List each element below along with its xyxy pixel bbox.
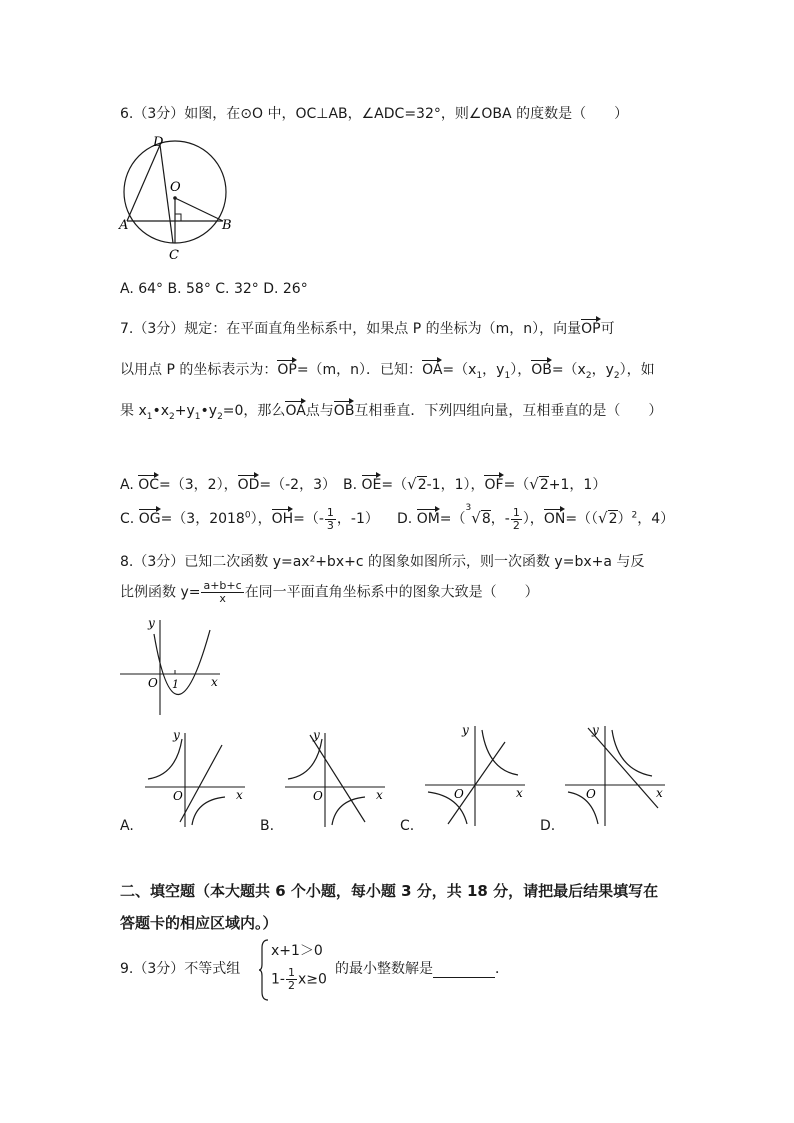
q7-text: 以用点 P 的坐标表示为： — [120, 362, 278, 378]
radical-sign: √ — [529, 475, 539, 493]
label-d: D — [153, 135, 164, 150]
axis-label-x: x — [376, 788, 383, 802]
q7-text: =0，那么 — [222, 403, 286, 419]
linear-function-line — [310, 735, 365, 822]
vector-om: OM — [417, 506, 440, 527]
fraction-numerator: 1 — [512, 505, 520, 519]
option-text: =（-2，3） — [259, 477, 336, 493]
subscript: 2 — [217, 411, 223, 422]
question-8-line1: 8.（3分）已知二次函数 y=ax²+bx+c 的图象如图所示，则一次函数 y=bx+a 与反 — [120, 554, 645, 570]
option-a-graph — [140, 727, 255, 829]
vector-of: OF — [484, 472, 503, 493]
superscript: 0 — [244, 510, 251, 521]
option-label: C. — [120, 511, 135, 527]
axis-label-x: x — [516, 786, 523, 800]
axis-label-y: y — [173, 728, 180, 742]
q9-text: ． — [495, 961, 509, 977]
cbrt-value: 8 — [481, 511, 491, 527]
origin-label: O — [173, 789, 183, 803]
ineq-text: 1- — [271, 971, 285, 988]
question-6-text: 6.（3分）如图，在⊙O 中，OC⊥AB，∠ADC=32°，则∠OBA 的度数是（ ） — [120, 106, 629, 122]
option-text: =（3，2018 — [160, 511, 245, 527]
hyperbola-branch — [332, 797, 365, 825]
option-text: +1，1） — [548, 477, 607, 493]
vector-oh: OH — [272, 506, 294, 527]
option-text: =（- — [293, 511, 324, 527]
radical-sign: √ — [471, 509, 481, 527]
fraction-denominator: 2 — [287, 979, 295, 992]
q7-text: ，y — [482, 362, 505, 378]
superscript: 2 — [631, 510, 638, 521]
parabola-graph — [115, 612, 230, 717]
center-point — [173, 196, 177, 200]
q7-text: •x — [152, 403, 170, 419]
subscript: 2 — [169, 411, 175, 422]
origin-label: O — [454, 787, 464, 801]
option-text: =（ — [381, 477, 408, 493]
radical-sign: √ — [407, 475, 417, 493]
subscript: 1 — [194, 411, 201, 422]
axis-label-x: x — [656, 786, 663, 800]
axis-label-y: y — [592, 723, 599, 737]
fraction-numerator: 1 — [287, 966, 295, 979]
vector-od: OD — [238, 472, 260, 493]
axis-label-x: x — [236, 788, 243, 802]
section-2-heading-line1: 二、填空题（本大题共 6 个小题，每小题 3 分，共 18 分，请把最后结果填写在 — [120, 882, 659, 900]
cube-root-index: 3 — [465, 503, 472, 513]
q7-text: +y — [174, 403, 195, 419]
question-6-options: A. 64° B. 58° C. 32° D. 26° — [120, 281, 308, 297]
axis-label-y: y — [462, 723, 469, 737]
question-9-prefix: 9.（3分）不等式组 — [120, 961, 241, 977]
origin-label: O — [586, 787, 596, 801]
option-c-graph — [420, 720, 535, 830]
option-text: =（ — [503, 477, 530, 493]
q8-option-a-label: A. — [120, 818, 134, 834]
option-text: ，4） — [637, 511, 675, 527]
q7-text: ），如 — [619, 362, 655, 378]
vector-ob: OB — [531, 357, 552, 378]
vector-oe: OE — [362, 472, 382, 493]
right-angle-mark — [175, 214, 181, 221]
vector-oa: OA — [422, 357, 442, 378]
q8-option-c-label: C. — [400, 818, 415, 834]
option-text: ）， — [522, 511, 544, 527]
brace-path — [259, 940, 268, 1000]
section-2-heading-line2: 答题卡的相应区域内。） — [120, 914, 278, 932]
option-d-graph — [560, 720, 675, 830]
fraction — [511, 507, 522, 532]
tick-label-1: 1 — [172, 678, 179, 691]
option-text: ，-1） — [336, 511, 379, 527]
circle-figure — [115, 132, 245, 262]
option-text: ） — [617, 511, 632, 527]
subscript: 1 — [146, 411, 153, 422]
vector-on: ON — [544, 506, 566, 527]
q8-text: 比例函数 y= — [120, 584, 201, 601]
subscript: 1 — [504, 370, 511, 381]
vector-og: OG — [139, 506, 161, 527]
q7-text: ）， — [510, 362, 532, 378]
question-7-line3 — [120, 398, 662, 422]
linear-function-line — [588, 728, 658, 808]
hyperbola-branch — [612, 730, 652, 776]
vector-ob: OB — [334, 398, 355, 419]
q7-text: =（x — [442, 362, 477, 378]
fraction-denominator: 3 — [326, 518, 334, 532]
option-text: ，- — [490, 511, 510, 527]
vector-oa: OA — [285, 398, 305, 419]
option-label: D. — [397, 511, 413, 527]
option-text: -1，1）， — [426, 477, 485, 493]
option-text: =（（ — [565, 511, 599, 527]
ineq-text: x≥0 — [297, 971, 327, 988]
q7-text: •y — [200, 403, 218, 419]
q7-option-d — [397, 503, 675, 532]
sqrt-value: 2 — [539, 477, 549, 493]
option-text: =（3，2）， — [159, 477, 238, 493]
fraction — [286, 967, 297, 992]
q7-text: =（x — [551, 362, 586, 378]
vector-op: OP — [581, 316, 600, 337]
linear-function-line — [448, 742, 505, 824]
origin-label: O — [148, 676, 158, 690]
radical-sign: √ — [598, 509, 608, 527]
subscript: 2 — [585, 370, 592, 381]
fraction — [201, 580, 243, 605]
q7-text: 点与 — [305, 403, 334, 419]
segment-da — [127, 145, 160, 221]
answer-blank[interactable] — [433, 963, 495, 978]
vector-op: OP — [277, 357, 296, 378]
sqrt-value: 2 — [608, 511, 618, 527]
inequality-2 — [271, 967, 327, 992]
label-c: C — [169, 248, 179, 262]
hyperbola-branch — [192, 797, 225, 825]
q7-option-b — [343, 472, 606, 494]
vector-oc: OC — [138, 472, 159, 493]
axis-label-y: y — [148, 616, 155, 630]
fraction — [325, 507, 336, 532]
option-label: A. — [120, 477, 134, 493]
fraction-numerator: 1 — [326, 505, 334, 519]
segment-ob — [175, 198, 223, 221]
label-a: A — [119, 218, 129, 233]
option-label: B. — [343, 477, 358, 493]
origin-label: O — [313, 789, 323, 803]
hyperbola-branch — [148, 739, 182, 779]
q8-text: 在同一平面直角坐标系中的图象大致是（ ） — [244, 584, 539, 601]
axis-label-y: y — [313, 728, 320, 742]
option-text: =（ — [439, 511, 466, 527]
question-9-suffix — [335, 958, 509, 978]
option-text: ）， — [250, 511, 272, 527]
subscript: 2 — [613, 370, 620, 381]
question-7-line2 — [120, 357, 655, 381]
q7-option-c — [120, 506, 379, 532]
q7-option-a — [120, 472, 336, 494]
sqrt-value: 2 — [417, 477, 427, 493]
question-7-line1 — [120, 316, 615, 338]
q7-text: ，y — [591, 362, 614, 378]
axis-label-x: x — [211, 675, 218, 689]
q7-text: =（m，n）．已知： — [296, 362, 423, 378]
q8-option-b-label: B. — [260, 818, 275, 834]
parabola-curve — [154, 630, 210, 695]
question-8-line2 — [120, 580, 539, 605]
inequality-1: x+1＞0 — [271, 943, 323, 959]
label-b: B — [222, 218, 232, 233]
left-brace — [258, 938, 270, 1002]
fraction-denominator: 2 — [512, 518, 520, 532]
fraction-denominator: x — [219, 592, 226, 605]
q7-text: 7.（3分）规定：在平面直角坐标系中，如果点 P 的坐标为（m，n），向量 — [120, 321, 582, 337]
label-o: O — [170, 180, 181, 195]
q9-text: 的最小整数解是 — [335, 961, 433, 977]
q7-text: 可 — [600, 321, 615, 337]
option-b-graph — [280, 727, 395, 829]
linear-function-line — [180, 745, 222, 822]
q7-text: 果 x — [120, 403, 147, 419]
subscript: 1 — [476, 370, 483, 381]
q7-text: 互相垂直．下列四组向量，互相垂直的是（ ） — [354, 403, 663, 419]
fraction-numerator: a+b+c — [203, 579, 242, 592]
q8-option-d-label: D. — [540, 818, 556, 834]
